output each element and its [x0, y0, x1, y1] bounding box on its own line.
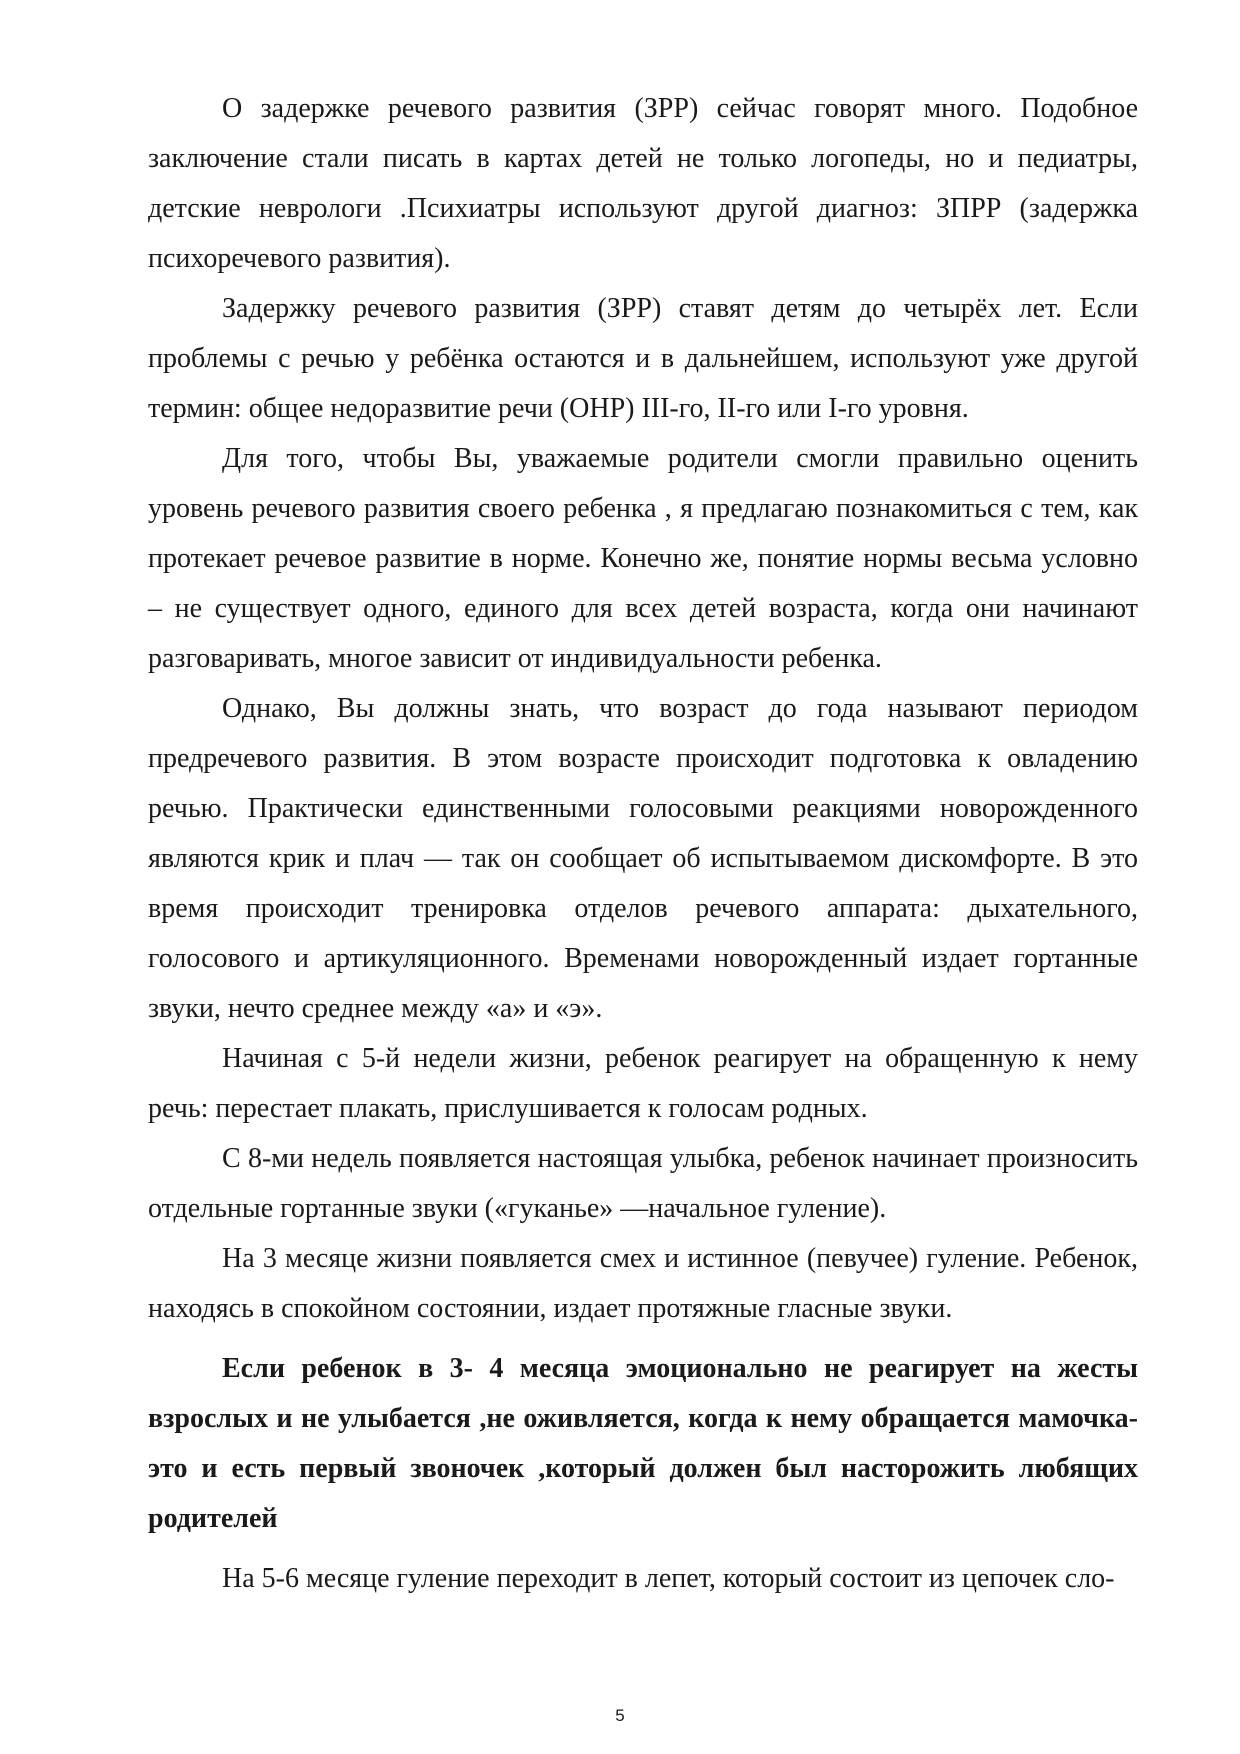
- page-number: 5: [615, 1706, 625, 1725]
- paragraph-8-weeks: С 8-ми недель появляется настоящая улыбка, ребенок начинает произносить отдельные гортанные звуки («гуканье» —начальное гуление).: [148, 1143, 1138, 1224]
- paragraph-zrr-age: Задержку речевого развития (ЗРР) ставят детям до четырёх лет. Если проблемы с речью у ребёнка остаются и в дальнейшем, используют уже другой термин: общее недоразвитие речи (ОНР) III-го, II-го или I-го уровня.: [148, 293, 1138, 424]
- paragraph-norm: Для того, чтобы Вы, уважаемые родители смогли правильно оценить уровень речевого развития своего ребенка , я предлагаю познакомиться с тем, как протекает речевое развитие в норме. Конечно же, понятие нормы весьма условно – не существует одного, единого для всех детей возраста, когда они начинают разговаривать, многое зависит от индивидуальности ребенка.: [148, 443, 1138, 674]
- warning-paragraph: Если ребенок в 3- 4 месяца эмоционально не реагирует на жесты взрослых и не улыбается ,не оживляется, когда к нему обращается мамочка-это и есть первый звоночек ,который должен был насторожить любящих родителей: [148, 1353, 1138, 1534]
- document-body: [148, 84, 1138, 1604]
- paragraph-5-weeks: Начиная с 5-й недели жизни, ребенок реагирует на обращенную к нему речь: перестает плакать, прислушивается к голосам родных.: [148, 1043, 1138, 1124]
- paragraph-3-months: На 3 месяце жизни появляется смех и истинное (певучее) гуление. Ребенок, находясь в спокойном состоянии, издает протяжные гласные звуки.: [148, 1243, 1138, 1324]
- paragraph-pre-speech: Однако, Вы должны знать, что возраст до года называют периодом предречевого развития. В этом возрасте происходит подготовка к овладению речью. Практически единственными голосовыми реакциями новорожденного являются крик и плач — так он сообщает об испытываемом дискомфорте. В это время происходит тренировка отделов речевого аппарата: дыхательного, голосового и артикуляционного. Временами новорожденный издает гортанные звуки, нечто среднее между «а» и «э».: [148, 693, 1138, 1024]
- paragraph-zrr-intro: О задержке речевого развития (ЗРР) сейчас говорят много. Подобное заключение стали писать в картах детей не только логопеды, но и педиатры, детские неврологи .Психиатры используют другой диагноз: ЗПРР (задержка психоречевого развития).: [148, 93, 1138, 274]
- paragraph-5-6-months: На 5-6 месяце гуление переходит в лепет, который состоит из цепочек сло-: [222, 1563, 1115, 1594]
